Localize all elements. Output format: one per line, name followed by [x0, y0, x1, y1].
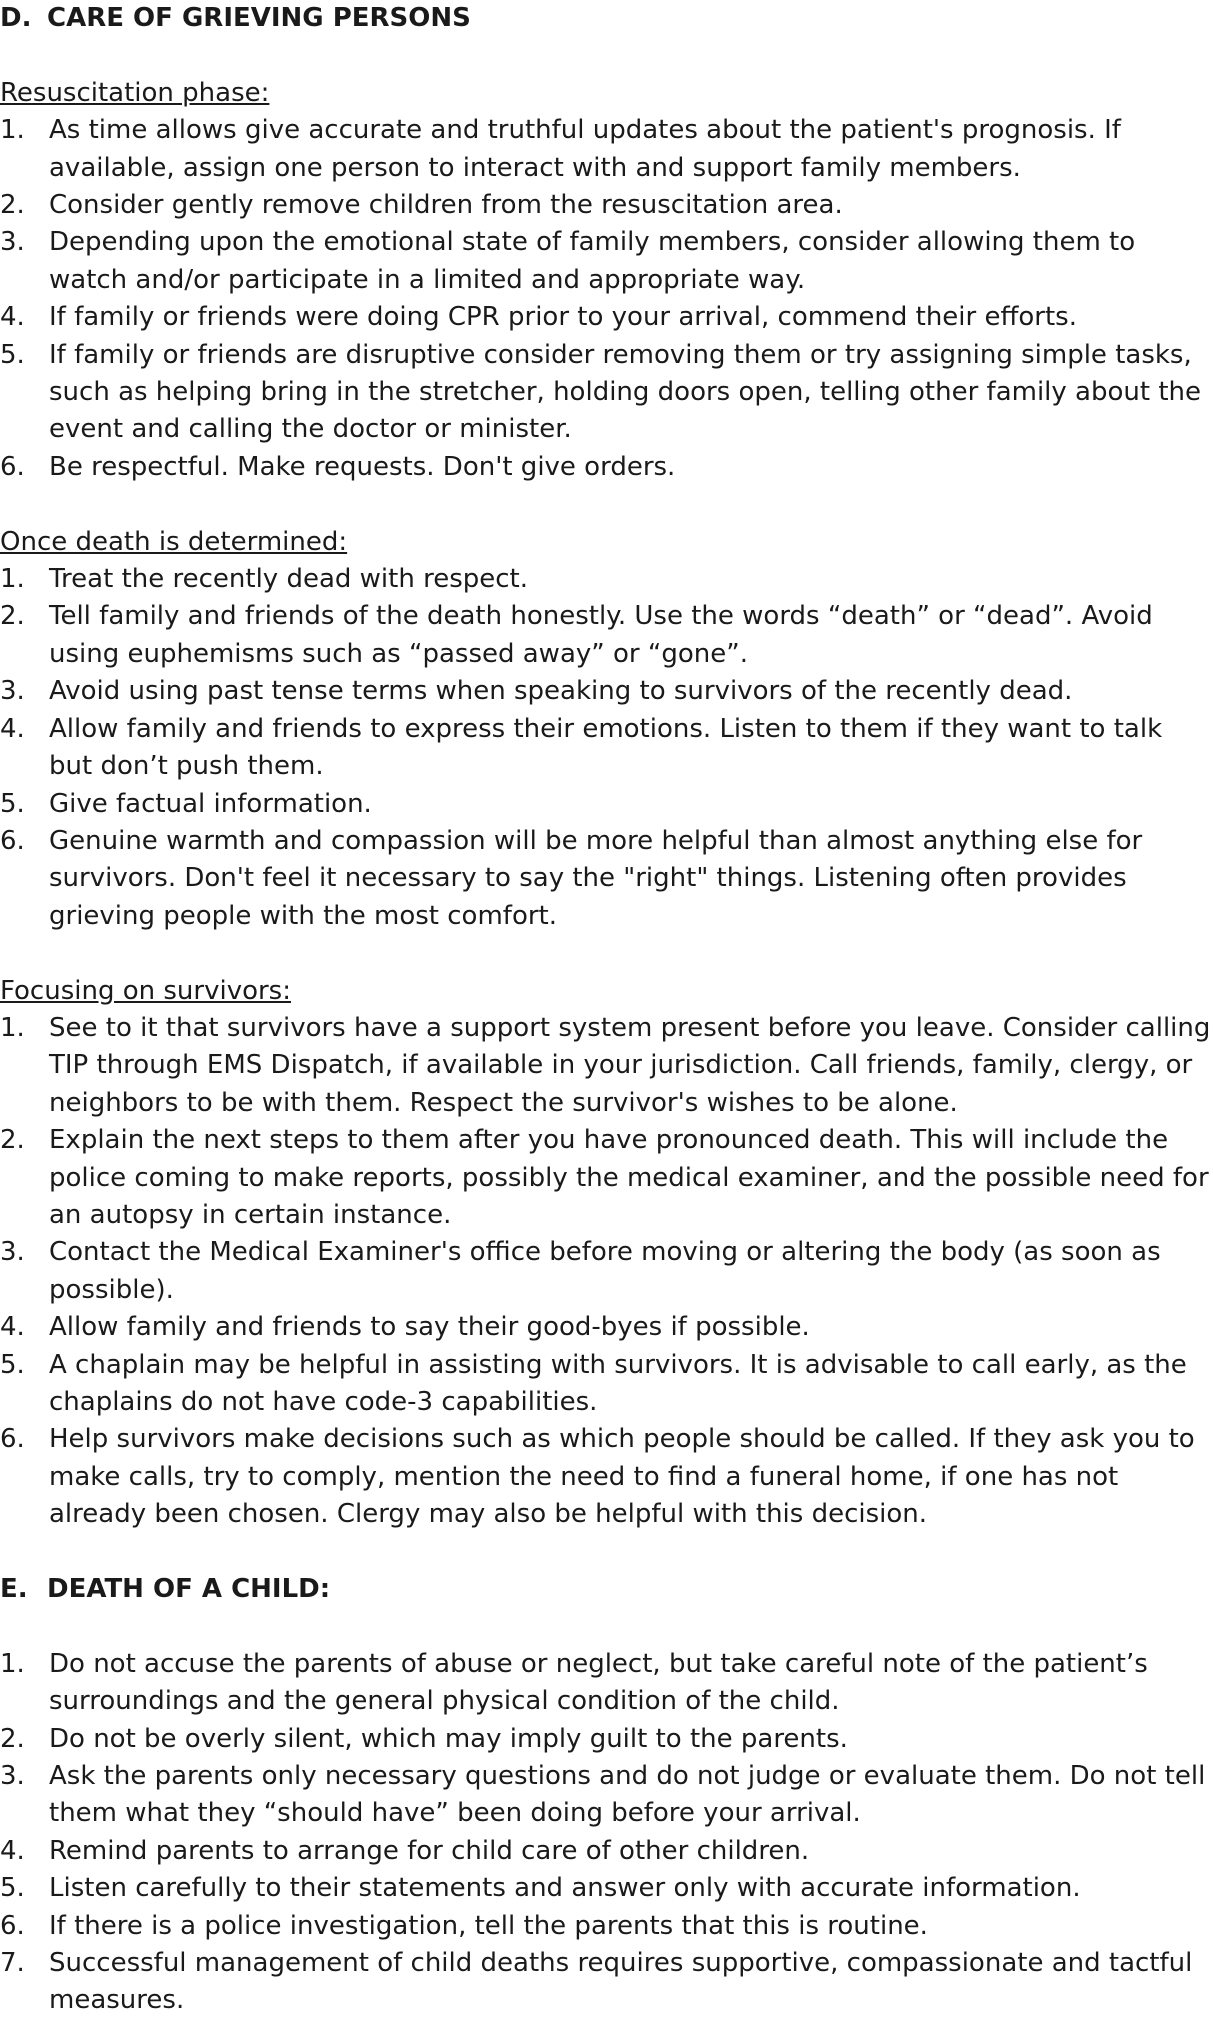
blank-line [0, 935, 1213, 972]
list-item [0, 187, 1213, 224]
list-item [0, 786, 1213, 823]
list-item-text: Allow family and friends to express their emotions. Listen to them if they want to talk but don’t push them. [49, 713, 1163, 782]
list-item-number: 2. [0, 601, 25, 632]
list-item [0, 1347, 1213, 1422]
list-item-number: 6. [0, 825, 25, 856]
list-item-text: Avoid using past tense terms when speaking to survivors of the recently dead. [49, 676, 1073, 707]
list-item [0, 299, 1213, 336]
list-item-number: 3. [0, 1237, 25, 1268]
blank-line [0, 1608, 1213, 1645]
list-item [0, 112, 1213, 187]
numbered-list [0, 1646, 1213, 2020]
list-item [0, 1908, 1213, 1945]
list-item-number: 5. [0, 1873, 25, 1904]
list-item-text: Tell family and friends of the death honestly. Use the words “death” or “dead”. Avoid using euphemisms such as “passed away” or “gone”. [49, 601, 1153, 669]
numbered-list [0, 561, 1213, 935]
section-title: CARE OF GRIEVING PERSONS [47, 3, 471, 33]
list-item [0, 1833, 1213, 1870]
list-item [0, 224, 1213, 299]
list-item [0, 1010, 1213, 1122]
list-item [0, 1758, 1213, 1833]
blank-line [0, 37, 1213, 74]
numbered-list [0, 112, 1213, 486]
list-item [0, 449, 1213, 486]
list-item-number: 5. [0, 1349, 25, 1380]
numbered-list [0, 1010, 1213, 1534]
section-letter: E. [0, 1574, 28, 1604]
list-item-number: 4. [0, 713, 25, 744]
list-item-number: 3. [0, 676, 25, 707]
list-item-text: If family or friends are disruptive consider removing them or try assigning simple tasks, such as helping bring in the stretcher, holding doors open, telling other family about the event and calling the doctor or minister. [49, 339, 1201, 445]
list-item-text: See to it that survivors have a support system present before you leave. Consider calling TIP through EMS Dispatch, if available in your jurisdiction. Call friends, family, clergy, or neighbors to be with them. Respect the survivor's wishes to be alone. [49, 1012, 1211, 1118]
list-item [0, 598, 1213, 673]
list-item-number: 6. [0, 451, 25, 482]
section-heading [0, 1571, 1213, 1608]
section-heading [0, 0, 1213, 37]
list-item-number: 2. [0, 1125, 25, 1156]
list-item [0, 673, 1213, 710]
list-item-text: As time allows give accurate and truthful updates about the patient's prognosis. If available, assign one person to interact with and support family members. [49, 115, 1121, 183]
subsection-heading: Resuscitation phase: [0, 77, 270, 108]
list-item-text: Listen carefully to their statements and answer only with accurate information. [49, 1873, 1081, 1904]
list-item [0, 337, 1213, 449]
list-item [0, 1234, 1213, 1309]
list-item-number: 4. [0, 302, 25, 333]
list-item-text: Do not be overly silent, which may imply guilt to the parents. [49, 1723, 848, 1754]
list-item-text: Allow family and friends to say their good-byes if possible. [49, 1312, 810, 1343]
list-item-text: Depending upon the emotional state of family members, consider allowing them to watch and/or participate in a limited and appropriate way. [49, 227, 1136, 295]
list-item-number: 3. [0, 227, 25, 258]
subsection-heading: Once death is determined: [0, 526, 348, 557]
list-item-number: 7. [0, 1948, 25, 1979]
list-item-number: 6. [0, 1424, 25, 1455]
section-title: DEATH OF A CHILD: [47, 1574, 331, 1604]
list-item [0, 1122, 1213, 1234]
list-item-text: Do not accuse the parents of abuse or neglect, but take careful note of the patient’s surroundings and the general physical condition of the child. [49, 1648, 1148, 1717]
list-item-text: If there is a police investigation, tell the parents that this is routine. [49, 1910, 928, 1941]
list-item-text: Treat the recently dead with respect. [49, 564, 528, 595]
list-item [0, 1309, 1213, 1346]
list-item [0, 561, 1213, 598]
list-item-number: 2. [0, 190, 25, 221]
list-item [0, 823, 1213, 935]
list-item-number: 6. [0, 1910, 25, 1941]
list-item-number: 5. [0, 339, 25, 370]
list-item-number: 4. [0, 1835, 25, 1866]
blank-line [0, 486, 1213, 523]
list-item-text: Genuine warmth and compassion will be more helpful than almost anything else for survivors. Don't feel it necessary to say the "right" things. Listening often provides grieving people with the most comfort. [49, 825, 1143, 931]
list-item-number: 1. [0, 1012, 25, 1043]
list-item [0, 1421, 1213, 1533]
list-item-number: 1. [0, 564, 25, 595]
list-item-number: 1. [0, 1648, 25, 1679]
list-item-text: Successful management of child deaths requires supportive, compassionate and tactful measures. [49, 1948, 1193, 2016]
list-item-text: Remind parents to arrange for child care of other children. [49, 1835, 810, 1866]
list-item-text: Give factual information. [49, 788, 372, 819]
list-item [0, 1646, 1213, 1721]
blank-line [0, 1534, 1213, 1571]
list-item-text: A chaplain may be helpful in assisting with survivors. It is advisable to call early, as the chaplains do not have code-3 capabilities. [49, 1349, 1187, 1417]
list-item-text: Contact the Medical Examiner's office before moving or altering the body (as soon as possible). [49, 1237, 1161, 1305]
list-item-text: Explain the next steps to them after you have pronounced death. This will include the police coming to make reports, possibly the medical examiner, and the possible need for an autopsy in certain instance. [49, 1125, 1209, 1230]
list-item-number: 2. [0, 1723, 25, 1754]
list-item [0, 711, 1213, 786]
list-item-number: 3. [0, 1761, 25, 1792]
list-item-text: Consider gently remove children from the resuscitation area. [49, 190, 843, 221]
list-item-text: If family or friends were doing CPR prior to your arrival, commend their efforts. [49, 302, 1077, 333]
section-letter: D. [0, 3, 32, 33]
list-item-text: Ask the parents only necessary questions and do not judge or evaluate them. Do not tell them what they “should have” been doing before your arrival. [49, 1761, 1206, 1829]
list-item-number: 4. [0, 1312, 25, 1343]
list-item-number: 1. [0, 115, 25, 146]
subsection-heading: Focusing on survivors: [0, 975, 291, 1006]
list-item [0, 1721, 1213, 1758]
list-item [0, 1870, 1213, 1907]
list-item [0, 1945, 1213, 2020]
list-item-text: Help survivors make decisions such as which people should be called. If they ask you to make calls, try to comply, mention the need to find a funeral home, if one has not already been chosen. Clergy may also be helpful with this decision. [49, 1424, 1195, 1530]
list-item-number: 5. [0, 788, 25, 819]
list-item-text: Be respectful. Make requests. Don't give orders. [49, 451, 676, 482]
